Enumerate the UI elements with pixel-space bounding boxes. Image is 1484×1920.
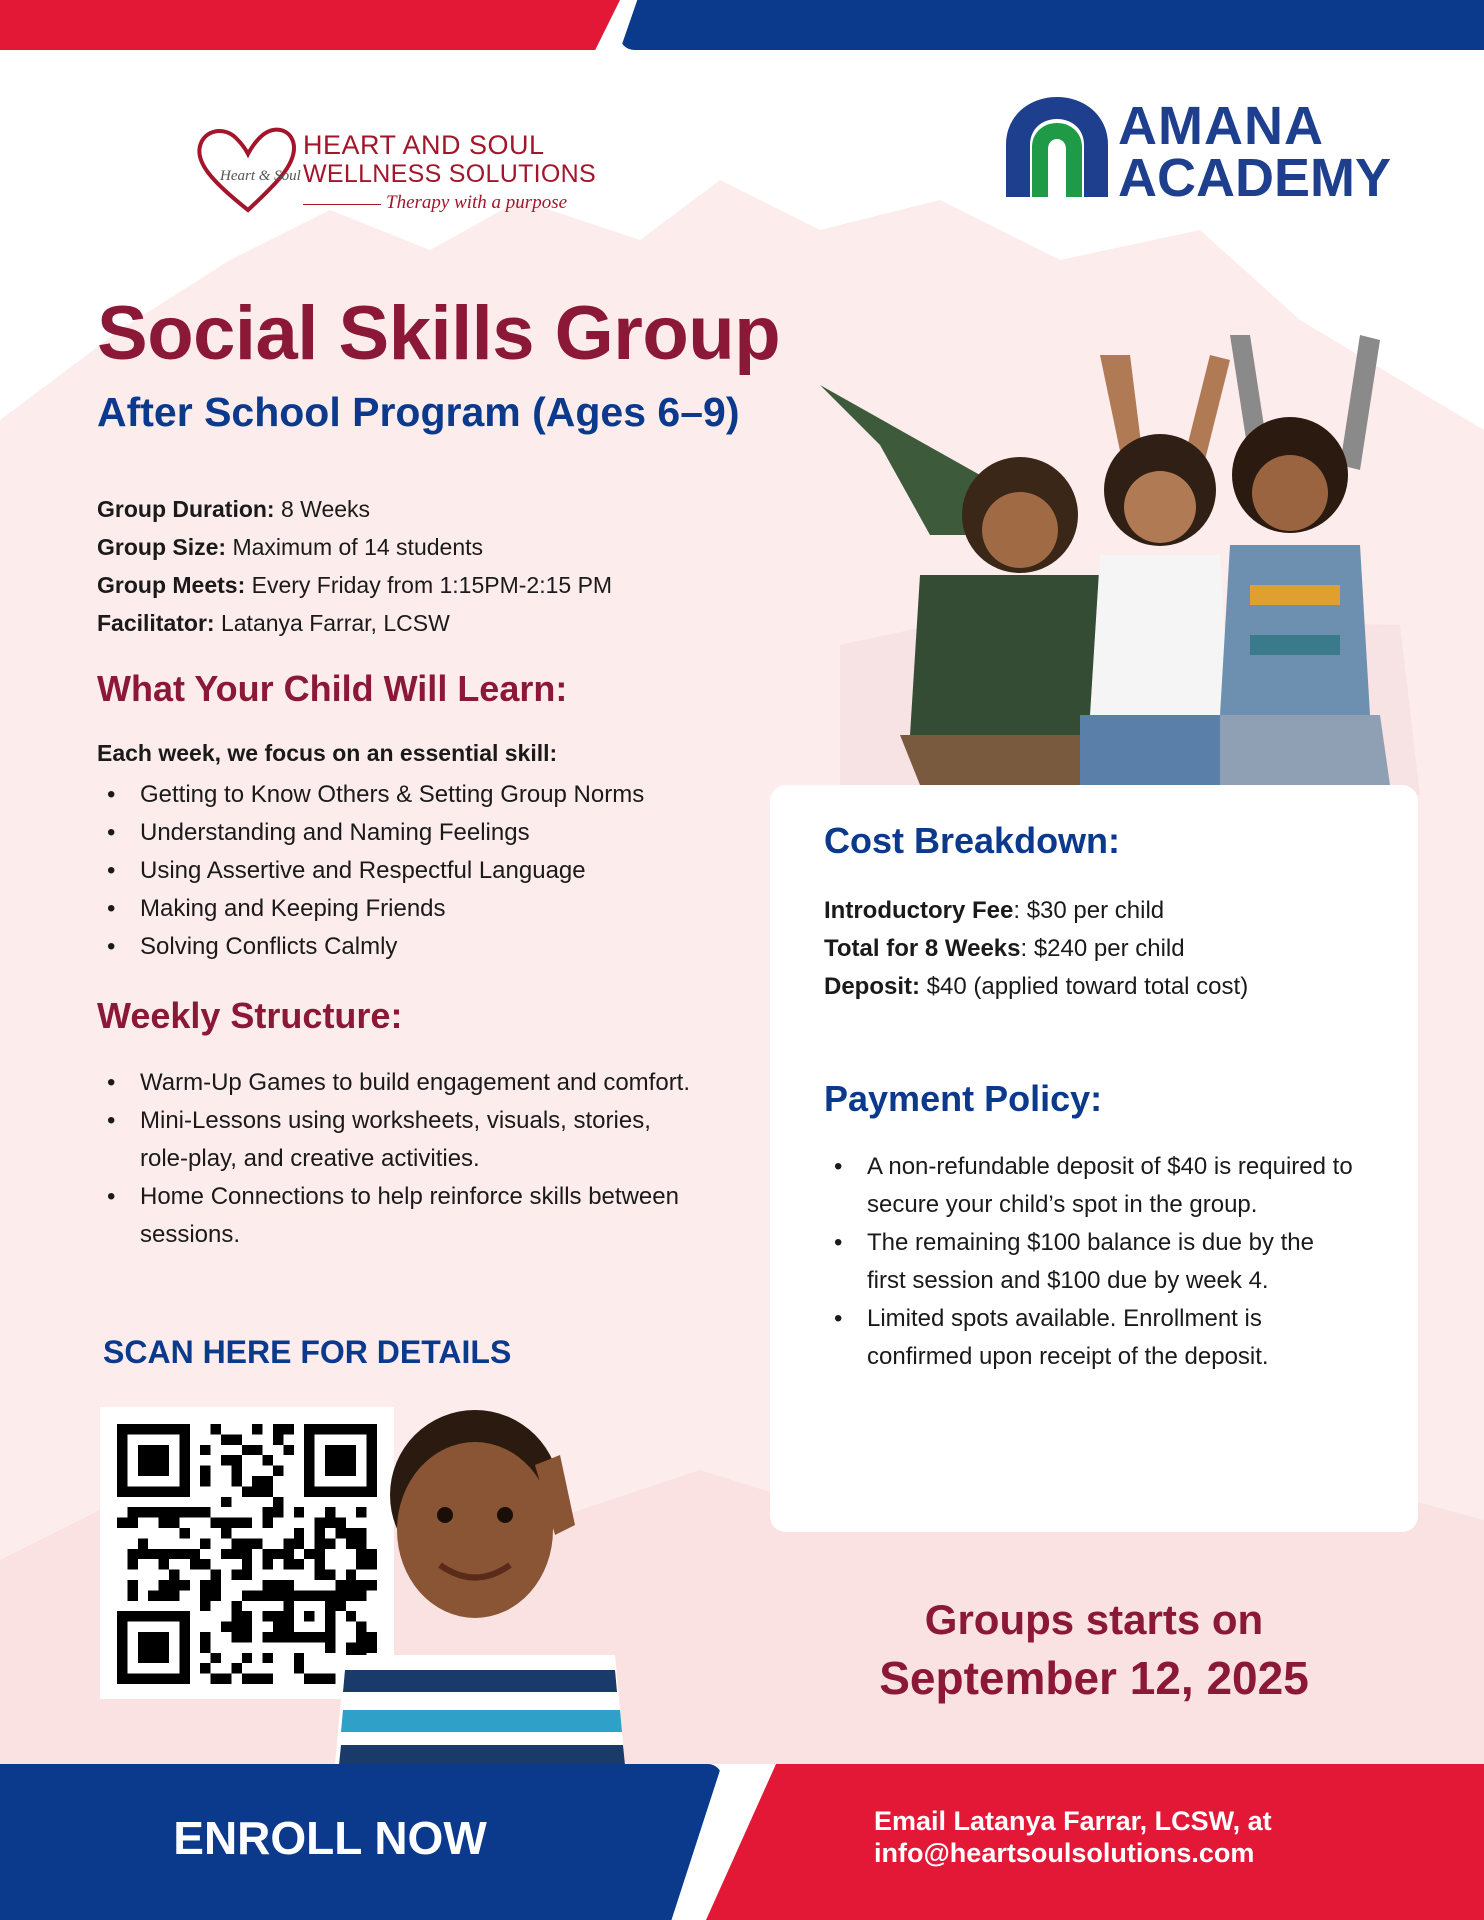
list-item: • Using Assertive and Respectful Language — [97, 852, 777, 890]
program-details — [97, 490, 612, 642]
list-item: • Understanding and Naming Feelings — [97, 814, 777, 852]
weekly-heading: Weekly Structure: — [97, 995, 403, 1036]
detail-size: Group Size: Maximum of 14 students — [97, 534, 484, 560]
list-item: • Solving Conflicts Calmly — [97, 928, 777, 966]
start-date: September 12, 2025 — [879, 1652, 1309, 1704]
list-item: • Mini-Lessons using worksheets, visuals, stories, role-play, and creative activities. — [97, 1102, 697, 1178]
payment-heading: Payment Policy: — [824, 1078, 1103, 1119]
top-blue-bar — [620, 0, 1484, 50]
amana-logo-line2: ACADEMY — [1118, 148, 1392, 208]
enroll-now-button[interactable]: ENROLL NOW — [173, 1812, 487, 1864]
scan-label: SCAN HERE FOR DETAILS — [103, 1334, 512, 1370]
svg-text:Heart & Soul: Heart & Soul — [220, 168, 301, 184]
list-item: • Home Connections to help reinforce skills between sessions. — [97, 1178, 697, 1254]
start-line1: Groups starts on — [924, 1596, 1264, 1643]
payment-list — [824, 1148, 1354, 1376]
tagline-rule — [303, 204, 381, 205]
detail-meets: Group Meets: Every Friday from 1:15PM-2:15 PM — [97, 572, 613, 598]
list-item: • Making and Keeping Friends — [97, 890, 777, 928]
list-item: • Getting to Know Others & Setting Group Norms — [97, 776, 777, 814]
heart-soul-name-line1: HEART AND SOUL — [303, 130, 545, 160]
learn-list — [97, 776, 777, 966]
weekly-list — [97, 1064, 697, 1254]
detail-duration: Group Duration: 8 Weeks — [97, 496, 371, 522]
heart-soul-tagline: Therapy with a purpose — [386, 192, 568, 213]
detail-facilitator: Facilitator: Latanya Farrar, LCSW — [97, 610, 450, 636]
page-subtitle: After School Program (Ages 6–9) — [97, 389, 740, 435]
cost-intro-fee: Introductory Fee: $30 per child — [824, 897, 1165, 924]
amana-arch-icon — [1002, 93, 1112, 201]
email-instruction: Email Latanya Farrar, LCSW, at — [874, 1806, 1272, 1836]
heart-soul-name-line2: WELLNESS SOLUTIONS — [303, 160, 596, 188]
learn-heading: What Your Child Will Learn: — [97, 668, 568, 709]
cost-heading: Cost Breakdown: — [824, 820, 1121, 861]
children-cheering-photo — [780, 315, 1420, 795]
email-link[interactable]: info@heartsoulsolutions.com — [874, 1838, 1255, 1868]
cost-lines — [824, 892, 1344, 1006]
list-item: • A non-refundable deposit of $40 is required to secure your child’s spot in the group. — [824, 1148, 1354, 1224]
list-item: • The remaining $100 balance is due by the first session and $100 due by week 4. — [824, 1224, 1354, 1300]
top-red-bar — [0, 0, 620, 50]
amana-logo-line1: AMANA — [1118, 96, 1324, 156]
cost-total: Total for 8 Weeks: $240 per child — [824, 935, 1185, 962]
list-item: • Warm-Up Games to build engagement and comfort. — [97, 1064, 697, 1102]
learn-intro: Each week, we focus on an essential skill: — [97, 740, 558, 766]
cost-deposit: Deposit: $40 (applied toward total cost) — [824, 973, 1249, 1000]
boy-thinking-photo — [325, 1395, 700, 1765]
page-title: Social Skills Group — [97, 291, 781, 376]
list-item: • Limited spots available. Enrollment is confirmed upon receipt of the deposit. — [824, 1300, 1354, 1376]
